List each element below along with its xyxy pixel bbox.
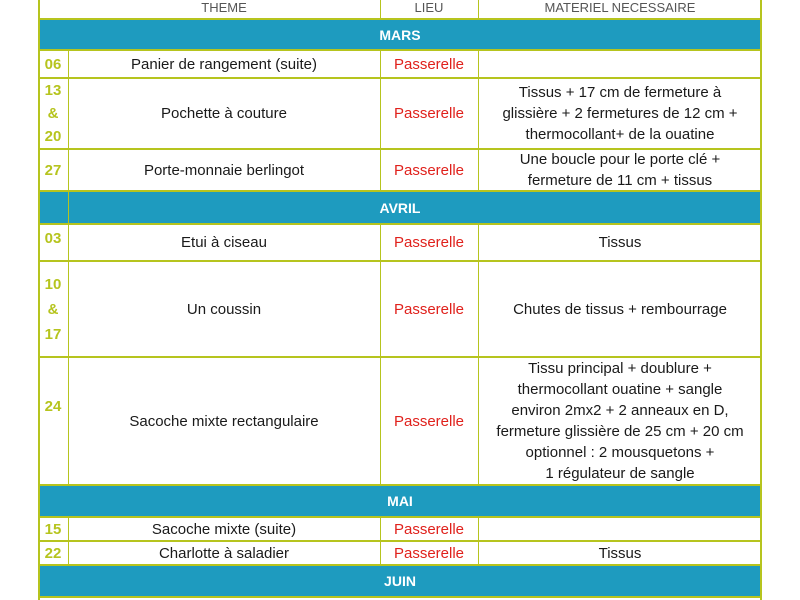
materiel-cell (478, 517, 762, 541)
grid-line (38, 356, 762, 358)
materiel-cell: Une boucle pour le porte clé + fermeture de 11 cm + tissus (519, 151, 721, 189)
materiel-cell: Tissus + 17 cm de fermeture à glissière + 2 fermetures de 12 cm + thermocollant+ de la ouatine (502, 84, 738, 143)
materiel-cell: Tissus (598, 544, 642, 562)
table-row (38, 50, 762, 78)
materiel-cell: Tissus (598, 234, 642, 251)
table-row (38, 261, 762, 357)
theme-cell: Charlotte à saladier (158, 544, 290, 562)
lieu-cell: Passerelle (393, 105, 465, 122)
table-header-row (38, 0, 762, 18)
date-cell: 03 (44, 230, 62, 247)
grid-line (38, 260, 762, 262)
theme-cell: Panier de rangement (suite) (131, 55, 317, 73)
grid-line (760, 0, 762, 600)
month-band-juin: JUIN (38, 565, 762, 597)
table-row (38, 541, 762, 565)
grid-line (38, 516, 762, 518)
theme-cell: Etui à ciseau (181, 234, 267, 251)
lieu-cell: Passerelle (393, 412, 465, 430)
materiel-cell: Chutes de tissus + rembourrage (513, 300, 727, 318)
grid-line (38, 0, 40, 600)
grid-line (38, 596, 762, 598)
theme-cell: Sacoche mixte rectangulaire (129, 412, 319, 430)
date-cell: 24 (44, 398, 62, 415)
grid-line (38, 49, 762, 51)
date-cell: 15 (44, 520, 62, 538)
lieu-cell: Passerelle (393, 234, 465, 251)
grid-line (380, 50, 381, 191)
grid-line (38, 77, 762, 79)
month-band-mai: MAI (38, 485, 762, 517)
grid-line (38, 18, 762, 20)
grid-line (380, 224, 381, 485)
grid-line (38, 484, 762, 486)
lieu-cell: Passerelle (393, 520, 465, 538)
header-lieu: LIEU (414, 0, 444, 15)
header-materiel: MATERIEL NECESSAIRE (544, 0, 696, 15)
theme-cell: Sacoche mixte (suite) (151, 520, 297, 538)
table-row (38, 517, 762, 541)
materiel-cell (478, 50, 762, 78)
date-cell: 13 & 20 (44, 82, 62, 145)
lieu-cell: Passerelle (393, 55, 465, 73)
grid-line (478, 224, 479, 485)
table-row (38, 357, 762, 485)
lieu-cell: Passerelle (393, 300, 465, 318)
grid-line (478, 50, 479, 191)
lieu-cell: Passerelle (393, 161, 465, 179)
table-row (38, 78, 762, 149)
theme-cell: Pochette à couture (161, 105, 287, 122)
theme-cell: Un coussin (186, 300, 262, 318)
header-theme: THEME (201, 0, 247, 15)
grid-line (38, 540, 762, 542)
lieu-cell: Passerelle (393, 544, 465, 562)
date-cell: 22 (44, 544, 62, 562)
grid-line (380, 0, 381, 19)
month-band-avril: AVRIL (38, 191, 762, 224)
grid-line (68, 50, 69, 485)
date-cell: 10 & 17 (44, 275, 62, 343)
grid-line (38, 564, 762, 566)
table-row (38, 224, 762, 261)
grid-line (478, 0, 479, 19)
date-cell: 27 (44, 161, 62, 179)
grid-line (38, 148, 762, 150)
theme-cell: Porte-monnaie berlingot (143, 161, 305, 179)
grid-line (38, 223, 762, 225)
table-row (38, 149, 762, 191)
date-cell: 06 (44, 55, 62, 73)
month-band-mars: MARS (38, 19, 762, 50)
grid-line (38, 190, 762, 192)
materiel-cell: Tissu principal + doublure + thermocollant ouatine + sangle environ 2mx2 + 2 anneaux en D, fermeture glissière de 25 cm + 20 cm optionnel : 2 mousquetons + 1 régulateur de sangle (496, 360, 744, 482)
